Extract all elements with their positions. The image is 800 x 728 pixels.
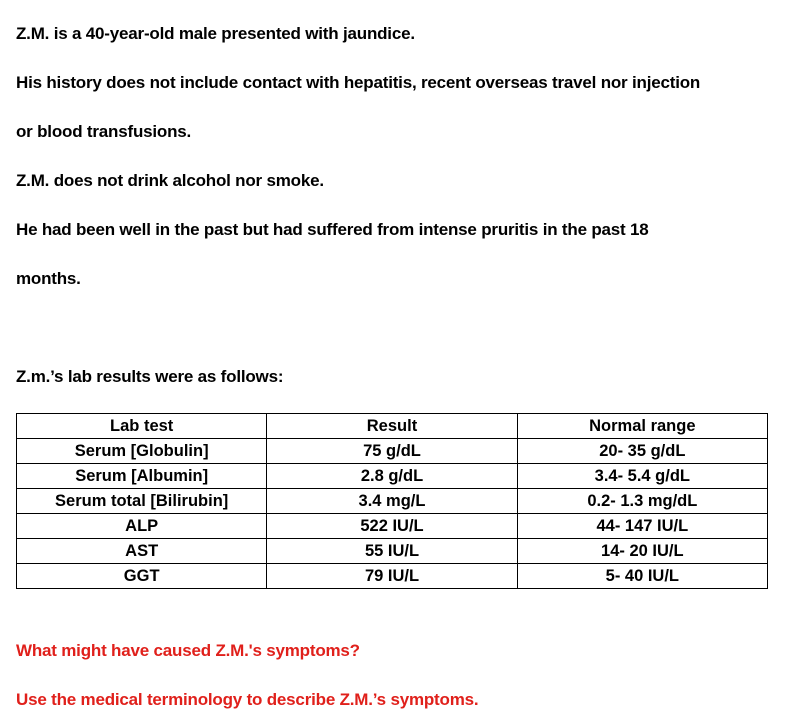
cell-lab-test: Serum [Globulin] [17, 439, 267, 464]
header-lab-test: Lab test [17, 414, 267, 439]
cell-result: 522 IU/L [267, 514, 517, 539]
cell-normal-range: 5- 40 IU/L [517, 564, 767, 589]
table-row [17, 489, 768, 514]
header-result: Result [267, 414, 517, 439]
cell-result: 75 g/dL [267, 439, 517, 464]
cell-normal-range: 14- 20 IU/L [517, 539, 767, 564]
symptoms-paragraph-line-2: months. [16, 269, 81, 288]
cell-lab-test: Serum [Albumin] [17, 464, 267, 489]
cell-lab-test: ALP [17, 514, 267, 539]
cell-normal-range: 3.4- 5.4 g/dL [517, 464, 767, 489]
cell-result: 2.8 g/dL [267, 464, 517, 489]
cell-lab-test: Serum total [Bilirubin] [17, 489, 267, 514]
table-header-row [17, 414, 768, 439]
table-row [17, 464, 768, 489]
table-row [17, 514, 768, 539]
cell-normal-range: 0.2- 1.3 mg/dL [517, 489, 767, 514]
case-intro-paragraph: Z.M. is a 40-year-old male presented with jaundice. [16, 24, 415, 43]
history-paragraph-line-1: His history does not include contact with hepatitis, recent overseas travel nor injection [16, 73, 701, 92]
cell-lab-test: AST [17, 539, 267, 564]
cell-result: 55 IU/L [267, 539, 517, 564]
table-row [17, 439, 768, 464]
cell-lab-test: GGT [17, 564, 267, 589]
lab-results-table [16, 413, 768, 589]
question-terminology: Use the medical terminology to describe Z.M.’s symptoms. [16, 690, 479, 709]
header-normal-range: Normal range [517, 414, 767, 439]
symptoms-paragraph-line-1: He had been well in the past but had suffered from intense pruritis in the past 18 [16, 220, 649, 239]
lifestyle-paragraph: Z.M. does not drink alcohol nor smoke. [16, 171, 324, 190]
cell-result: 79 IU/L [267, 564, 517, 589]
history-paragraph-line-2: or blood transfusions. [16, 122, 192, 141]
lab-results-intro: Z.m.’s lab results were as follows: [16, 367, 284, 386]
table-row [17, 564, 768, 589]
cell-normal-range: 20- 35 g/dL [517, 439, 767, 464]
table-row [17, 539, 768, 564]
cell-normal-range: 44- 147 IU/L [517, 514, 767, 539]
question-causes: What might have caused Z.M.'s symptoms? [16, 641, 360, 660]
cell-result: 3.4 mg/L [267, 489, 517, 514]
